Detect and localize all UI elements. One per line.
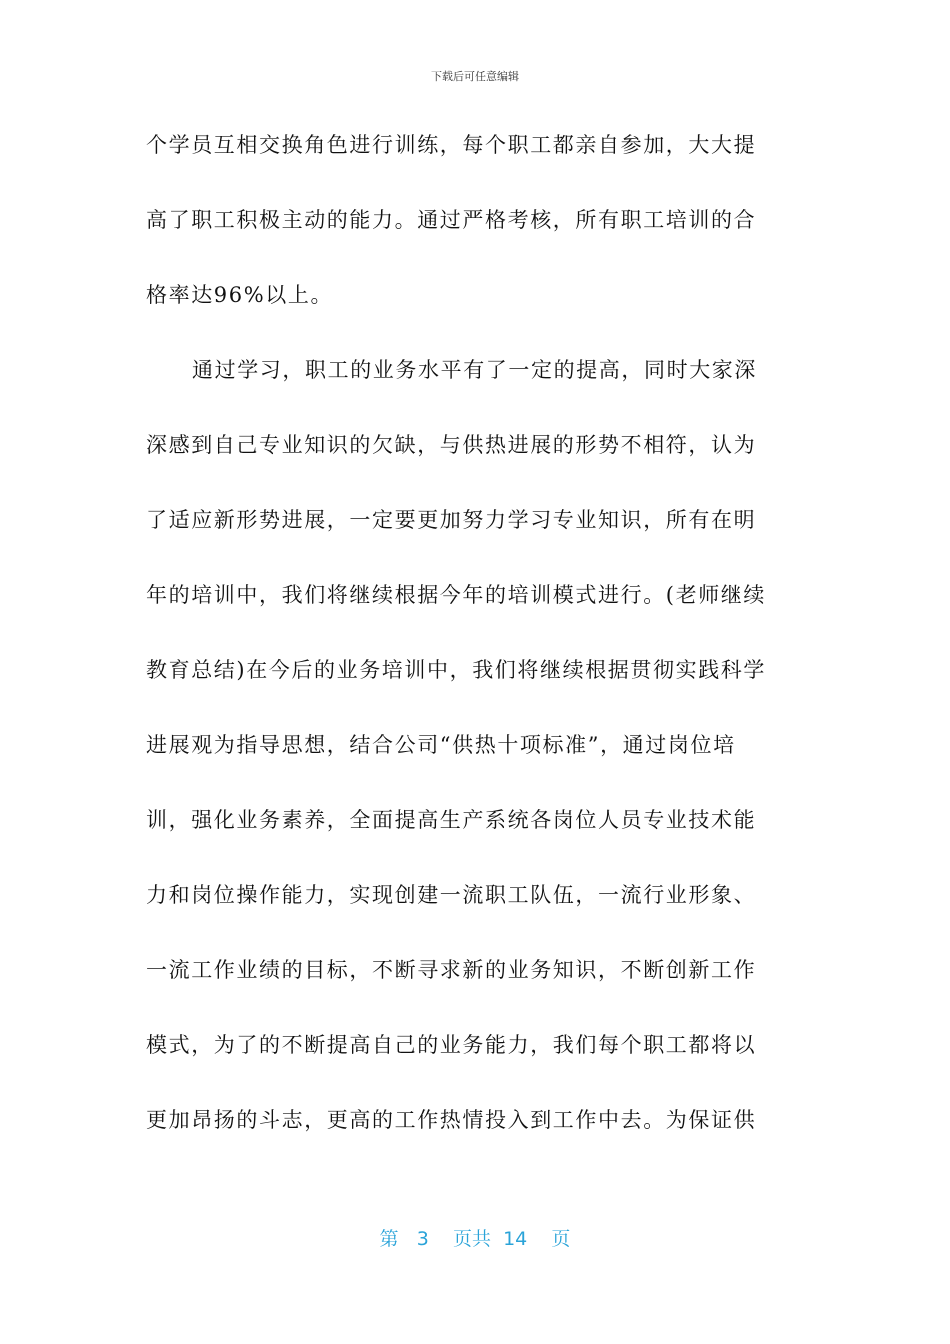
text-line-first: 通过学习，职工的业务水平有了一定的提高，同时大家深: [192, 358, 757, 382]
text-line: 训，强化业务素养，全面提高生产系统各岗位人员专业技术能: [146, 808, 757, 832]
text-line: 更加昂扬的斗志，更高的工作热情投入到工作中去。为保证供: [146, 1108, 757, 1132]
text-line: 力和岗位操作能力，实现创建一流职工队伍，一流行业形象、: [146, 883, 757, 907]
total-pages-number: 14: [503, 1228, 528, 1250]
page-label-middle: 页共: [452, 1228, 491, 1250]
text-line: 深感到自己专业知识的欠缺，与供热进展的形势不相符，认为: [146, 433, 757, 457]
text-line: 一流工作业绩的目标，不断寻求新的业务知识，不断创新工作: [146, 958, 757, 982]
paragraph-main: [146, 333, 806, 1158]
text-line: 了适应新形势进展，一定要更加努力学习专业知识，所有在明: [146, 508, 757, 532]
page-label-prefix: 第: [379, 1228, 399, 1250]
current-page-number: 3: [416, 1228, 429, 1250]
page-footer: [0, 1224, 950, 1251]
page-label-suffix: 页: [551, 1228, 571, 1250]
text-line: 格率达96%以上。: [146, 283, 334, 307]
page-header: 下载后可任意编辑: [431, 70, 519, 83]
text-line: 年的培训中，我们将继续根据今年的培训模式进行。(老师继续: [146, 583, 766, 607]
text-line: 个学员互相交换角色进行训练，每个职工都亲自参加，大大提: [146, 133, 757, 157]
text-line: 进展观为指导思想，结合公司“供热十项标准”，通过岗位培: [146, 733, 736, 757]
paragraph-continuation: [146, 108, 806, 333]
text-line: 教育总结)在今后的业务培训中，我们将继续根据贯彻实践科学: [146, 658, 766, 682]
text-line: 模式，为了的不断提高自己的业务能力，我们每个职工都将以: [146, 1033, 757, 1057]
document-body: [146, 108, 806, 1158]
text-line: 高了职工积极主动的能力。通过严格考核，所有职工培训的合: [146, 208, 757, 232]
